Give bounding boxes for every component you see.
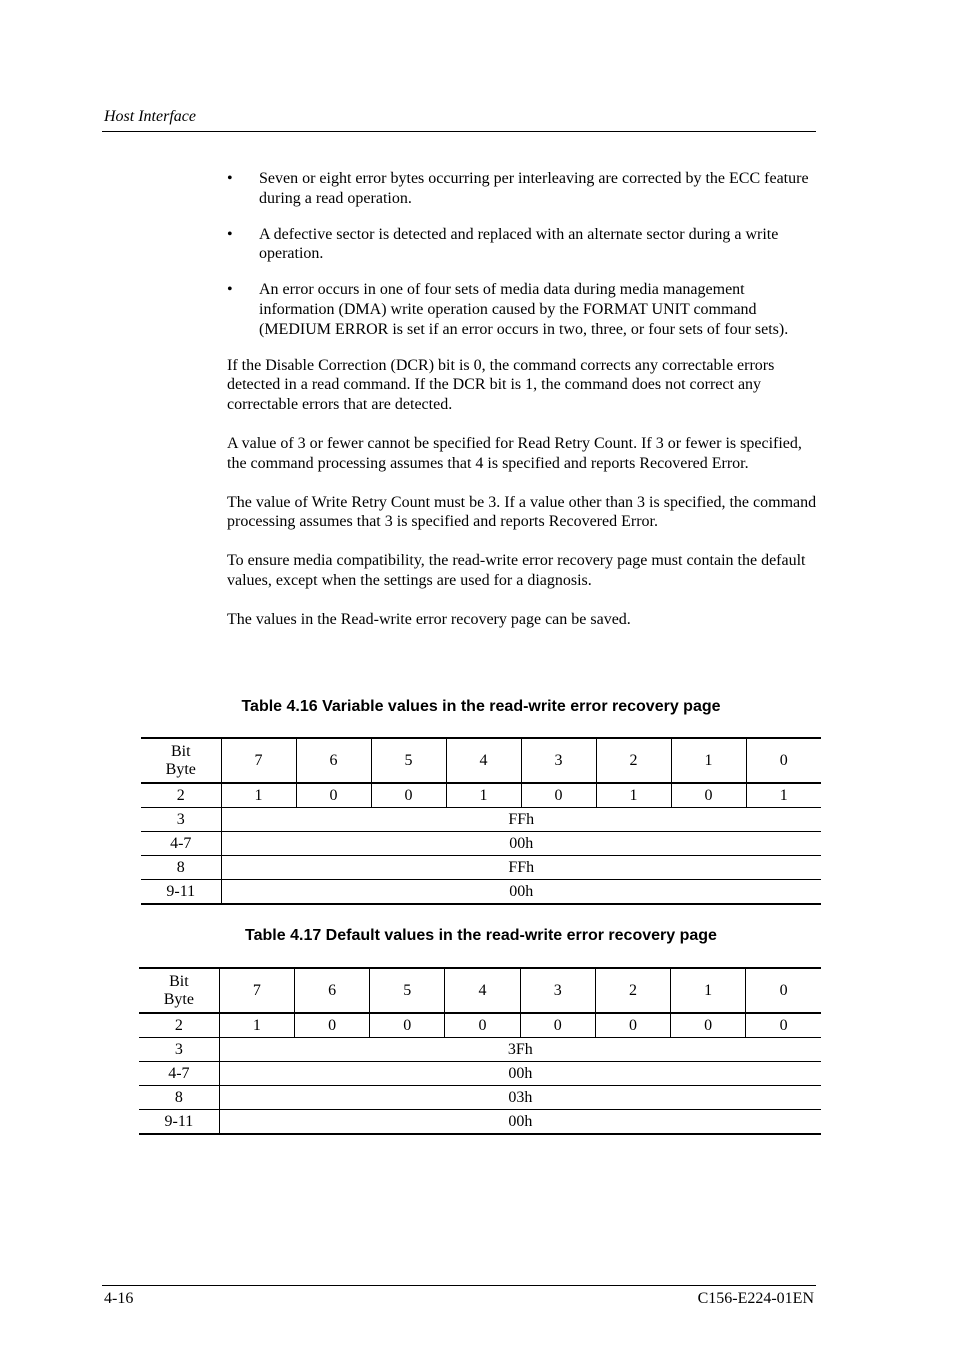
bit-header: 6: [294, 968, 369, 1013]
byte-label: 2: [141, 783, 221, 808]
table-caption: Table 4.16 Variable values in the read-write error recovery page: [241, 698, 721, 715]
byte-label: 9-11: [139, 1110, 219, 1135]
bit-cell: 0: [671, 783, 746, 808]
table-row: [141, 832, 821, 856]
bullet-icon: •: [227, 170, 233, 187]
table-row: [139, 1013, 821, 1038]
bit-cell: 0: [371, 783, 446, 808]
byte-label: 8: [139, 1086, 219, 1110]
value-cell: FFh: [221, 808, 821, 832]
table-header-row: [139, 968, 821, 1013]
value-cell: 00h: [221, 832, 821, 856]
bit-cell: 0: [294, 1013, 369, 1038]
table-row: [139, 1110, 821, 1135]
bit-header: 0: [746, 738, 821, 783]
paragraph: A value of 3 or fewer cannot be specified for Read Retry Count. If 3 or fewer is specified, the command processing assumes that 4 is specified and reports Recovered Error.: [227, 434, 802, 472]
bit-header: 7: [219, 968, 294, 1013]
header-rule: [102, 131, 816, 132]
document-id: C156-E224-01EN: [697, 1290, 814, 1307]
paragraph: To ensure media compatibility, the read-write error recovery page must contain the default values, except when the settings are used for a diagnosis.: [227, 552, 806, 589]
bullet-item: • Seven or eight error bytes occurring per interleaving are corrected by the ECC feature during a read operation.: [227, 170, 809, 207]
corner-cell: Bit Byte: [139, 968, 219, 1013]
bullet-icon: •: [227, 281, 233, 299]
bit-cell: 0: [370, 1013, 445, 1038]
byte-label: 3: [139, 1038, 219, 1062]
table-row: [139, 1086, 821, 1110]
footer-rule: [102, 1285, 816, 1286]
value-cell: FFh: [221, 856, 821, 880]
bullet-icon: •: [227, 225, 233, 243]
paragraph: If the Disable Correction (DCR) bit is 0, the command corrects any correctable errors detected in a read command. If the DCR bit is 1, the command does not correct any correctable errors that are detected.: [227, 356, 775, 413]
bit-cell: 1: [746, 783, 821, 808]
paragraph: The value of Write Retry Count must be 3. If a value other than 3 is specified, the command processing assumes that 3 is specified and reports Recovered Error.: [227, 493, 817, 531]
value-cell: 00h: [219, 1062, 821, 1086]
corner-cell: Bit Byte: [141, 738, 221, 783]
byte-label: 8: [141, 856, 221, 880]
table-header-row: [141, 738, 821, 783]
bit-cell: 1: [221, 783, 296, 808]
paragraph: The values in the Read-write error recovery page can be saved.: [227, 611, 631, 628]
bit-cell: 0: [296, 783, 371, 808]
value-cell: 3Fh: [219, 1038, 821, 1062]
bullet-item: • A defective sector is detected and replaced with an alternate sector during a write operation.: [227, 225, 779, 263]
bullet-list: [227, 169, 819, 339]
bit-header: 7: [221, 738, 296, 783]
running-header: Host Interface: [104, 108, 196, 125]
bit-cell: 0: [520, 1013, 595, 1038]
bit-header: 2: [596, 738, 671, 783]
bit-cell: 1: [219, 1013, 294, 1038]
page-number: 4-16: [104, 1290, 134, 1307]
byte-label: 4-7: [139, 1062, 219, 1086]
bit-header: 1: [671, 738, 746, 783]
bullet-item: • An error occurs in one of four sets of media data during media management information (DMA) write operation caused by the FORMAT UNIT command (MEDIUM ERROR is set if an error occurs in two, three, or four sets of four sets).: [227, 281, 789, 338]
table-row: [141, 880, 821, 905]
bit-table: [141, 737, 821, 905]
table-row: [141, 856, 821, 880]
bit-cell: 1: [446, 783, 521, 808]
bit-table: [139, 967, 821, 1135]
value-cell: 00h: [221, 880, 821, 905]
bit-header: 0: [746, 968, 821, 1013]
bit-header: 2: [595, 968, 670, 1013]
byte-label: 2: [139, 1013, 219, 1038]
table-row: [139, 1062, 821, 1086]
bit-cell: 0: [746, 1013, 821, 1038]
table-row: [141, 783, 821, 808]
bit-header: 3: [521, 738, 596, 783]
bit-cell: 0: [595, 1013, 670, 1038]
bit-header: 5: [370, 968, 445, 1013]
value-cell: 03h: [219, 1086, 821, 1110]
bit-header: 6: [296, 738, 371, 783]
bit-header: 4: [445, 968, 520, 1013]
table-row: [139, 1038, 821, 1062]
bit-cell: 0: [671, 1013, 746, 1038]
table-caption: Table 4.17 Default values in the read-write error recovery page: [245, 927, 717, 944]
bit-header: 1: [671, 968, 746, 1013]
byte-label: 9-11: [141, 880, 221, 905]
bit-cell: 0: [521, 783, 596, 808]
table-row: [141, 808, 821, 832]
bit-header: 3: [520, 968, 595, 1013]
value-cell: 00h: [219, 1110, 821, 1135]
bit-cell: 1: [596, 783, 671, 808]
bit-cell: 0: [445, 1013, 520, 1038]
bit-header: 5: [371, 738, 446, 783]
body-text: [227, 169, 819, 649]
byte-label: 4-7: [141, 832, 221, 856]
byte-label: 3: [141, 808, 221, 832]
bit-header: 4: [446, 738, 521, 783]
